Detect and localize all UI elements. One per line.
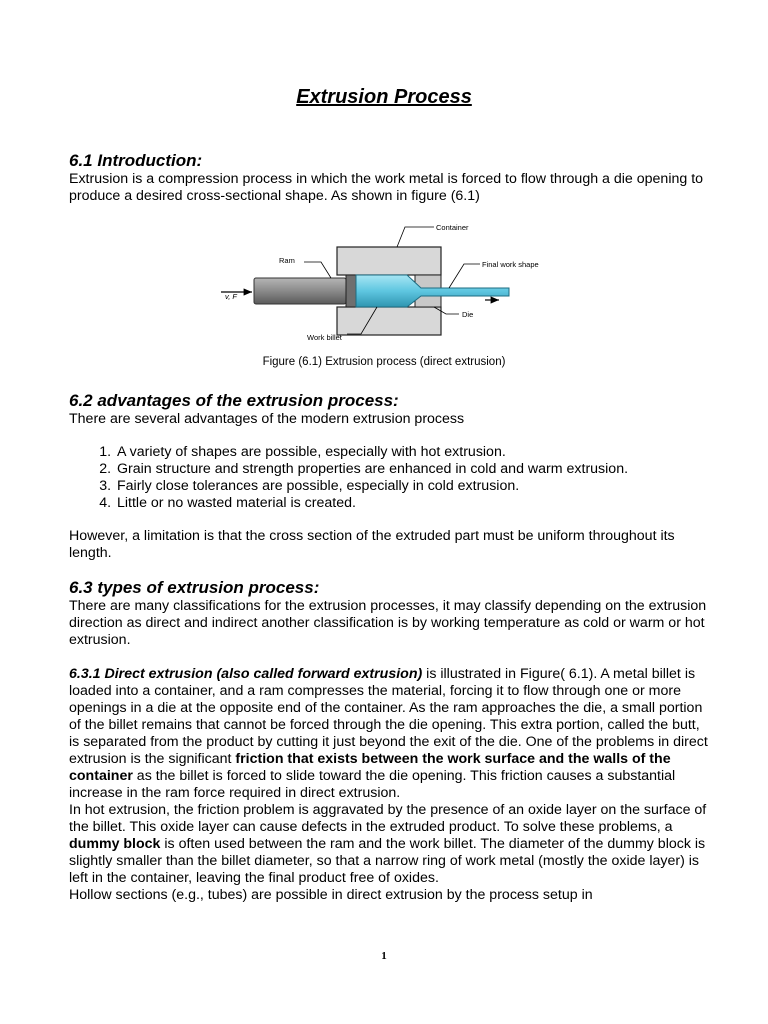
paragraph: Extrusion is a compression process in which the work metal is forced to flow through a die opening to produce a desired cross-sectional shape. As shown in figure (6.1)	[69, 171, 704, 204]
bold-phrase: friction that exists between the work surface and the walls of the container	[69, 751, 671, 784]
label-container: Container	[436, 223, 469, 232]
list-item: 3. Fairly close tolerances are possible, especially in cold extrusion.	[115, 478, 709, 495]
paragraph: There are many classifications for the extrusion processes, it may classify depending on the extrusion direction as direct and indirect another classification is by working temperature as cold or warm or hot extrusion.	[69, 598, 707, 648]
document-title: Extrusion Process	[296, 86, 472, 108]
paragraph-hollow-sections: Hollow sections (e.g., tubes) are possible in direct extrusion by the process setup in	[69, 887, 593, 903]
extrusion-diagram	[69, 220, 709, 345]
advantages-list	[69, 444, 709, 512]
container-bottom	[337, 307, 441, 335]
container-top	[337, 247, 441, 275]
figure-caption: Figure (6.1) Extrusion process (direct extrusion)	[262, 356, 506, 368]
section-heading: 6.2 advantages of the extrusion process:	[69, 391, 399, 410]
page-number: 1	[381, 950, 387, 962]
paragraph-direct-extrusion: 6.3.1 Direct extrusion (also called forward extrusion) is illustrated in Figure( 6.1). A metal billet is loaded into a container, and a ram compresses the material, forcing it to flow through one or more openings in a die at the opposite end of the container. As the ram approaches the die, a small portion of the billet remains that cannot be forced through the die opening. This extra portion, called the butt, is separated from the product by cutting it just beyond the exit of the die. One of the problems in direct extrusion is the significant friction that exists between the work surface and the walls of the container as the billet is forced to slide toward the die opening. This friction causes a substantial increase in the ram force required in direct extrusion.	[69, 666, 708, 801]
leader-container	[397, 227, 434, 247]
label-die: Die	[462, 310, 474, 319]
label-velocity-force: v, F	[225, 292, 237, 301]
bold-phrase: dummy block	[69, 836, 161, 852]
label-final-work-shape: Final work shape	[482, 260, 539, 269]
leader-ram	[304, 262, 331, 278]
paragraph-limitation: However, a limitation is that the cross section of the extruded part must be uniform throughout its length.	[69, 528, 675, 561]
section-types	[69, 578, 709, 904]
section-heading: 6.1 Introduction:	[69, 151, 203, 170]
leader-final-shape	[449, 264, 480, 288]
list-item: 1. A variety of shapes are possible, especially with hot extrusion.	[115, 444, 709, 461]
paragraph-hot-extrusion: In hot extrusion, the friction problem is aggravated by the presence of an oxide layer on the surface of the billet. This oxide layer can cause defects in the extruded product. To solve these problems, a dummy block is often used between the ram and the work billet. The diameter of the dummy block is slightly smaller than the billet diameter, so that a narrow ring of work metal (mostly the oxide layer) is left in the container, leaving the final product free of oxides.	[69, 802, 707, 886]
section-heading: 6.3 types of extrusion process:	[69, 578, 320, 597]
label-work-billet: Work billet	[307, 333, 342, 342]
paragraph: There are several advantages of the modern extrusion process	[69, 411, 465, 427]
label-ram: Ram	[279, 256, 295, 265]
figure-extrusion	[69, 220, 709, 350]
subsection-heading: 6.3.1 Direct extrusion (also called forward extrusion)	[69, 666, 423, 682]
section-introduction	[69, 151, 709, 205]
dummy-block	[346, 275, 356, 307]
section-advantages	[69, 391, 709, 562]
list-item: 4. Little or no wasted material is created.	[115, 495, 709, 512]
list-item: 2. Grain structure and strength properties are enhanced in cold and warm extrusion.	[115, 461, 709, 478]
ram	[254, 278, 346, 304]
